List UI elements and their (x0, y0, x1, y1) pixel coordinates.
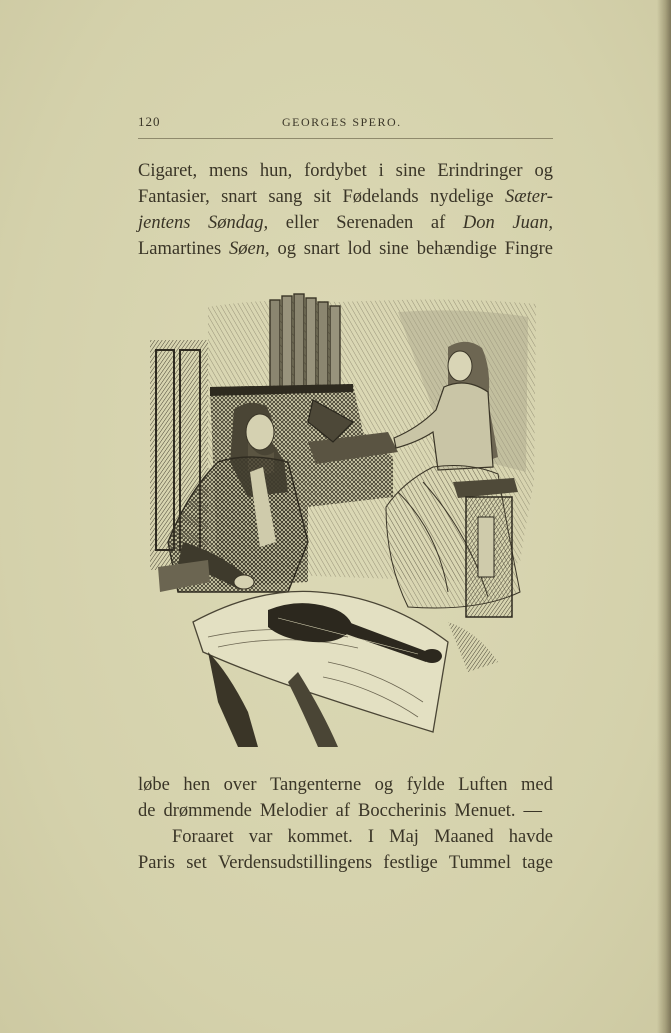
paragraph-bottom (138, 772, 553, 876)
word: snart (221, 187, 258, 207)
word: eller (285, 213, 319, 233)
word: sine (379, 239, 409, 259)
word: Lamartines (138, 239, 222, 259)
word: set (186, 853, 207, 873)
page-header (138, 114, 554, 134)
italic-word: Søndag, (208, 213, 269, 233)
word: med (521, 775, 553, 795)
italic-word: jentens (138, 213, 191, 233)
word: Luften (458, 775, 508, 795)
word: sine (395, 161, 426, 181)
word: snart (303, 239, 340, 259)
word: tage (522, 853, 553, 873)
word: festlige (383, 853, 438, 873)
text-line (138, 772, 553, 798)
word: fordybet (304, 161, 367, 181)
text-line (138, 824, 553, 850)
word: Foraaret (172, 827, 234, 847)
text-line (138, 850, 553, 876)
word: sang (268, 187, 303, 207)
word: Fingre (504, 239, 553, 259)
word: af (335, 801, 351, 821)
word: kommet. (287, 827, 353, 847)
word: Maj (389, 827, 419, 847)
text-line (138, 210, 553, 236)
word: Fantasier, (138, 187, 210, 207)
word: over (223, 775, 257, 795)
word: hen (183, 775, 211, 795)
word: løbe (138, 775, 170, 795)
text-line (138, 798, 553, 824)
word: Verdensudstillingens (217, 853, 373, 873)
word: i (378, 161, 384, 181)
spine-shadow (657, 0, 671, 1033)
word: Tangenterne (270, 775, 362, 795)
word: Cigaret, (138, 161, 198, 181)
word: — (523, 801, 543, 821)
word: af (430, 213, 446, 233)
italic-word: Don (462, 213, 495, 233)
word: havde (508, 827, 553, 847)
italic-word: Juan, (512, 213, 553, 233)
word: sit (313, 187, 332, 207)
running-head: GEORGES SPERO. (282, 115, 402, 129)
word: og (534, 161, 553, 181)
word: Boccherinis (358, 801, 447, 821)
word: fylde (406, 775, 445, 795)
word: I (367, 827, 375, 847)
word: de (138, 801, 156, 821)
word: Melodier (259, 801, 328, 821)
word: Maaned (434, 827, 494, 847)
text-line (138, 236, 553, 262)
word: og (277, 239, 296, 259)
word: mens (208, 161, 248, 181)
page-number: 120 (138, 114, 161, 129)
text-line (138, 184, 553, 210)
word: var (248, 827, 273, 847)
word: drømmende (163, 801, 252, 821)
word: Fødelands (342, 187, 419, 207)
word: nydelige (429, 187, 494, 207)
word: Paris (138, 853, 175, 873)
text-line (138, 158, 553, 184)
word: Menuet. (454, 801, 516, 821)
italic-word: Sæter- (505, 187, 553, 207)
engraving-illustration (148, 292, 540, 752)
word: Serenaden (336, 213, 414, 233)
word: og (374, 775, 394, 795)
word: behændige (416, 239, 497, 259)
word: Erindringer (437, 161, 523, 181)
paragraph-top (138, 158, 553, 262)
word: lod (347, 239, 372, 259)
header-rule (138, 138, 553, 139)
word: hun, (259, 161, 293, 181)
word: Tummel (448, 853, 511, 873)
italic-word: Søen, (229, 239, 270, 259)
